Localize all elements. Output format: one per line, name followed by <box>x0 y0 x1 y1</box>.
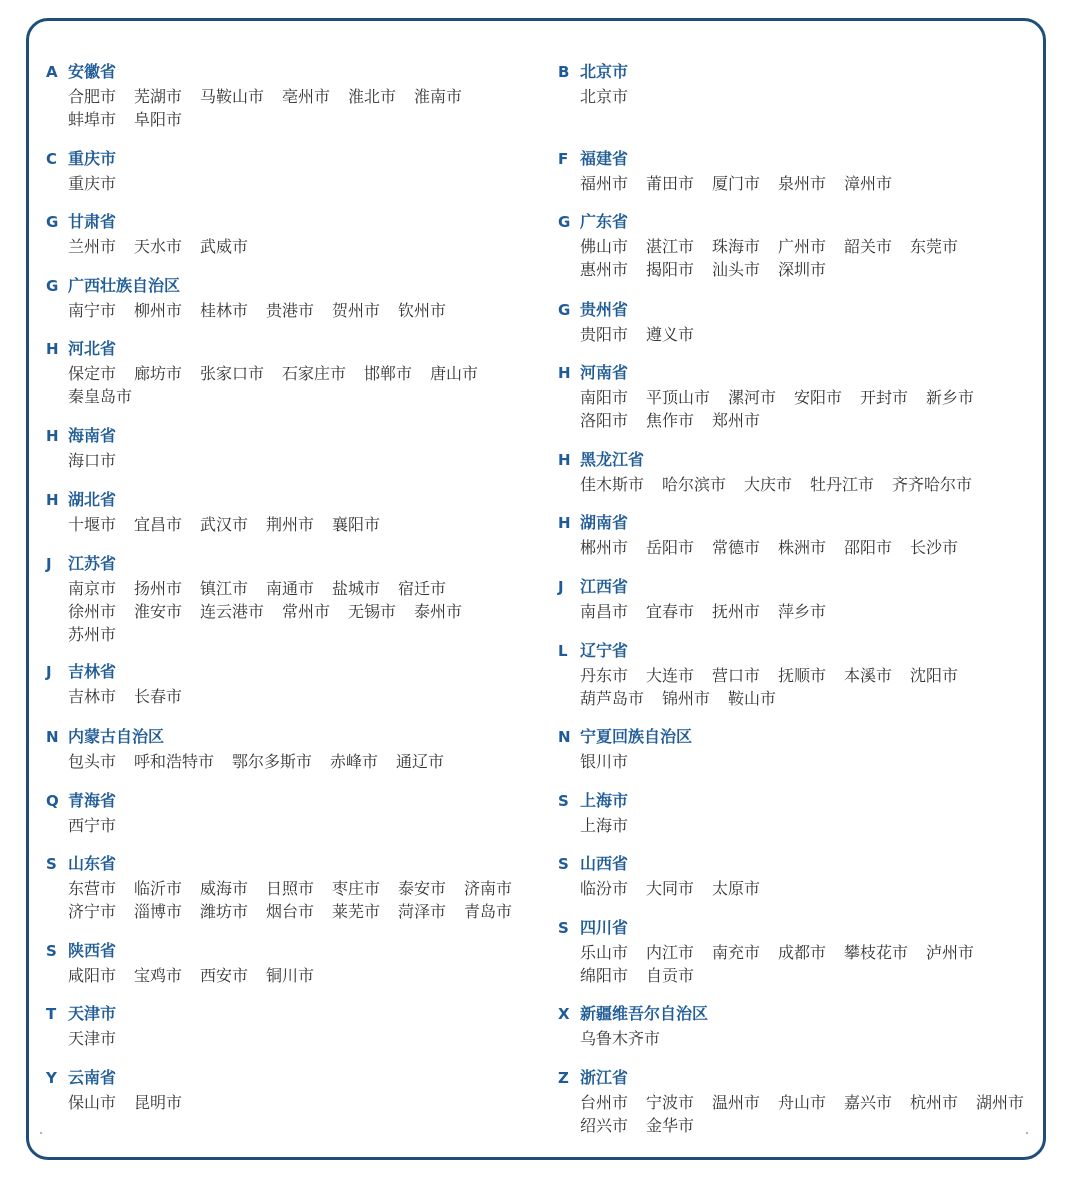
province-name: 山西省 <box>580 854 629 873</box>
city-name: 抚州市 <box>712 602 761 621</box>
city-name: 台州市 <box>580 1093 629 1112</box>
city-name: 常州市 <box>282 602 331 621</box>
city-name: 北京市 <box>580 87 629 106</box>
city-name: 保山市 <box>68 1093 117 1112</box>
city-name: 宁波市 <box>646 1093 695 1112</box>
city-name: 威海市 <box>200 879 249 898</box>
city-name: 南阳市 <box>580 388 629 407</box>
city-name: 马鞍山市 <box>200 87 265 106</box>
city-name: 南宁市 <box>68 301 117 320</box>
city-name: 鞍山市 <box>728 689 777 708</box>
city-name: 南通市 <box>266 579 315 598</box>
city-name: 佳木斯市 <box>580 475 645 494</box>
city-name: 淮北市 <box>348 87 397 106</box>
index-letter: G <box>558 213 571 231</box>
province-name: 辽宁省 <box>580 641 629 660</box>
city-name: 株洲市 <box>778 538 827 557</box>
province-name: 河北省 <box>68 339 117 358</box>
corner-dot <box>40 1132 42 1134</box>
city-name: 海口市 <box>68 451 117 470</box>
index-letter: L <box>558 642 568 660</box>
province-name: 上海市 <box>580 791 629 810</box>
province-name: 陕西省 <box>68 941 117 960</box>
city-name: 金华市 <box>646 1116 695 1135</box>
province-name: 吉林省 <box>68 662 117 681</box>
city-name: 泰安市 <box>398 879 447 898</box>
index-letter: N <box>46 728 59 746</box>
city-name: 保定市 <box>68 364 117 383</box>
province-name: 云南省 <box>68 1068 117 1087</box>
city-name: 吉林市 <box>68 687 117 706</box>
province-name: 安徽省 <box>68 62 117 81</box>
city-name: 萍乡市 <box>778 602 827 621</box>
province-name: 福建省 <box>580 149 629 168</box>
province-name: 江西省 <box>580 577 629 596</box>
city-name: 临汾市 <box>580 879 629 898</box>
province-name: 广东省 <box>580 212 629 231</box>
city-name: 湛江市 <box>646 237 695 256</box>
city-name: 焦作市 <box>646 411 695 430</box>
city-name: 呼和浩特市 <box>134 752 215 771</box>
city-name: 邯郸市 <box>364 364 413 383</box>
city-name: 邵阳市 <box>844 538 893 557</box>
city-name: 潍坊市 <box>200 902 249 921</box>
city-name: 通辽市 <box>396 752 445 771</box>
city-name: 宿迁市 <box>398 579 447 598</box>
city-name: 贺州市 <box>332 301 381 320</box>
city-name: 本溪市 <box>844 666 893 685</box>
city-name: 淄博市 <box>134 902 183 921</box>
index-letter: S <box>46 855 57 873</box>
index-letter: H <box>46 491 59 509</box>
city-name: 鄂尔多斯市 <box>232 752 313 771</box>
city-name: 洛阳市 <box>580 411 629 430</box>
index-letter: N <box>558 728 571 746</box>
corner-dot <box>1026 1132 1028 1134</box>
city-name: 泉州市 <box>778 174 827 193</box>
city-name: 宜昌市 <box>134 515 183 534</box>
index-letter: F <box>558 150 569 168</box>
city-name: 攀枝花市 <box>844 943 909 962</box>
city-name: 舟山市 <box>778 1093 827 1112</box>
city-name: 湖州市 <box>976 1093 1025 1112</box>
city-name: 连云港市 <box>200 602 265 621</box>
index-letter: Q <box>46 792 59 810</box>
city-name: 盐城市 <box>332 579 381 598</box>
city-name: 日照市 <box>266 879 315 898</box>
city-name: 秦皇岛市 <box>68 387 133 406</box>
city-name: 菏泽市 <box>398 902 447 921</box>
city-name: 兰州市 <box>68 237 117 256</box>
index-letter: H <box>558 364 571 382</box>
city-name: 十堰市 <box>68 515 117 534</box>
city-name: 惠州市 <box>580 260 629 279</box>
city-name: 长春市 <box>134 687 183 706</box>
index-letter: G <box>558 301 571 319</box>
city-name: 芜湖市 <box>134 87 183 106</box>
city-name: 郑州市 <box>712 411 761 430</box>
city-name: 自贡市 <box>646 966 695 985</box>
province-name: 江苏省 <box>68 554 117 573</box>
city-name: 铜川市 <box>266 966 315 985</box>
city-name: 钦州市 <box>398 301 447 320</box>
city-name: 揭阳市 <box>646 260 695 279</box>
city-name: 沈阳市 <box>910 666 959 685</box>
city-name: 乌鲁木齐市 <box>580 1029 661 1048</box>
province-name: 内蒙古自治区 <box>68 727 165 746</box>
city-name: 济南市 <box>464 879 513 898</box>
city-name: 丹东市 <box>580 666 629 685</box>
city-name: 济宁市 <box>68 902 117 921</box>
city-name: 包头市 <box>68 752 117 771</box>
index-letter: H <box>46 340 59 358</box>
city-name: 泸州市 <box>926 943 975 962</box>
city-name: 天津市 <box>68 1029 117 1048</box>
index-letter: X <box>558 1005 570 1023</box>
city-name: 乐山市 <box>580 943 629 962</box>
city-name: 银川市 <box>580 752 629 771</box>
city-name: 无锡市 <box>348 602 397 621</box>
city-name: 桂林市 <box>200 301 249 320</box>
city-name: 抚顺市 <box>778 666 827 685</box>
city-name: 天水市 <box>134 237 183 256</box>
city-name: 廊坊市 <box>134 364 183 383</box>
index-letter: H <box>558 451 571 469</box>
city-name: 南昌市 <box>580 602 629 621</box>
province-name: 河南省 <box>580 363 629 382</box>
city-name: 扬州市 <box>134 579 183 598</box>
city-name: 大庆市 <box>744 475 793 494</box>
city-name: 杭州市 <box>910 1093 959 1112</box>
city-name: 葫芦岛市 <box>580 689 645 708</box>
city-name: 绵阳市 <box>580 966 629 985</box>
city-name: 汕头市 <box>712 260 761 279</box>
index-letter: J <box>46 663 52 681</box>
city-name: 郴州市 <box>580 538 629 557</box>
city-name: 枣庄市 <box>332 879 381 898</box>
city-name: 东营市 <box>68 879 117 898</box>
city-name: 太原市 <box>712 879 761 898</box>
city-name: 宜春市 <box>646 602 695 621</box>
city-name: 宝鸡市 <box>134 966 183 985</box>
city-name: 淮安市 <box>134 602 183 621</box>
province-name: 山东省 <box>68 854 117 873</box>
city-name: 大连市 <box>646 666 695 685</box>
province-name: 天津市 <box>68 1004 117 1023</box>
province-name: 浙江省 <box>580 1068 629 1087</box>
city-name: 武汉市 <box>200 515 249 534</box>
index-letter: C <box>46 150 58 168</box>
index-letter: S <box>558 792 569 810</box>
province-name: 黑龙江省 <box>580 450 645 469</box>
city-name: 福州市 <box>580 174 629 193</box>
city-name: 上海市 <box>580 816 629 835</box>
city-name: 荆州市 <box>266 515 315 534</box>
index-letter: J <box>46 555 52 573</box>
index-letter: Z <box>558 1069 569 1087</box>
city-name: 韶关市 <box>844 237 893 256</box>
city-name: 平顶山市 <box>646 388 711 407</box>
city-name: 淮南市 <box>414 87 463 106</box>
province-name: 海南省 <box>68 426 117 445</box>
province-name: 青海省 <box>68 791 117 810</box>
city-name: 锦州市 <box>662 689 711 708</box>
city-name: 贵阳市 <box>580 325 629 344</box>
index-letter: B <box>558 63 570 81</box>
city-name: 武威市 <box>200 237 249 256</box>
city-name: 遵义市 <box>646 325 695 344</box>
province-name: 宁夏回族自治区 <box>580 727 693 746</box>
province-name: 贵州省 <box>580 300 629 319</box>
city-name: 营口市 <box>712 666 761 685</box>
city-name: 咸阳市 <box>68 966 117 985</box>
city-name: 合肥市 <box>68 87 117 106</box>
city-name: 东莞市 <box>910 237 959 256</box>
city-name: 南京市 <box>68 579 117 598</box>
index-letter: Y <box>46 1069 57 1087</box>
city-name: 开封市 <box>860 388 909 407</box>
index-letter: G <box>46 213 59 231</box>
city-name: 莆田市 <box>646 174 695 193</box>
city-name: 唐山市 <box>430 364 479 383</box>
city-name: 亳州市 <box>282 87 331 106</box>
city-name: 常德市 <box>712 538 761 557</box>
city-name: 广州市 <box>778 237 827 256</box>
province-name: 湖北省 <box>68 490 117 509</box>
city-name: 成都市 <box>778 943 827 962</box>
city-name: 漳州市 <box>844 174 893 193</box>
city-name: 珠海市 <box>712 237 761 256</box>
index-letter: G <box>46 277 59 295</box>
index-letter: A <box>46 63 58 81</box>
city-name: 石家庄市 <box>282 364 347 383</box>
province-name: 广西壮族自治区 <box>68 276 181 295</box>
index-letter: J <box>558 578 564 596</box>
city-name: 重庆市 <box>68 174 117 193</box>
city-name: 哈尔滨市 <box>662 475 727 494</box>
index-letter: T <box>46 1005 57 1023</box>
province-name: 四川省 <box>580 918 629 937</box>
city-name: 厦门市 <box>712 174 761 193</box>
city-name: 青岛市 <box>464 902 513 921</box>
city-name: 镇江市 <box>200 579 249 598</box>
city-name: 泰州市 <box>414 602 463 621</box>
city-name: 安阳市 <box>794 388 843 407</box>
city-name: 南充市 <box>712 943 761 962</box>
city-name: 长沙市 <box>910 538 959 557</box>
province-name: 重庆市 <box>68 149 117 168</box>
province-name: 新疆维吾尔自治区 <box>580 1004 709 1023</box>
city-name: 西安市 <box>200 966 249 985</box>
city-name: 张家口市 <box>200 364 265 383</box>
city-name: 佛山市 <box>580 237 629 256</box>
city-name: 烟台市 <box>266 902 315 921</box>
city-name: 莱芜市 <box>332 902 381 921</box>
city-name: 温州市 <box>712 1093 761 1112</box>
index-letter: S <box>46 942 57 960</box>
city-name: 西宁市 <box>68 816 117 835</box>
city-name: 苏州市 <box>68 625 117 644</box>
city-name: 绍兴市 <box>580 1116 629 1135</box>
city-name: 昆明市 <box>134 1093 183 1112</box>
city-name: 内江市 <box>646 943 695 962</box>
city-name: 岳阳市 <box>646 538 695 557</box>
city-name: 赤峰市 <box>330 752 379 771</box>
city-name: 蚌埠市 <box>68 110 117 129</box>
index-letter: S <box>558 855 569 873</box>
index-letter: H <box>558 514 571 532</box>
city-name: 贵港市 <box>266 301 315 320</box>
index-letter: S <box>558 919 569 937</box>
city-name: 襄阳市 <box>332 515 381 534</box>
province-name: 北京市 <box>580 62 629 81</box>
city-name: 大同市 <box>646 879 695 898</box>
province-name: 甘肃省 <box>68 212 117 231</box>
province-name: 湖南省 <box>580 513 629 532</box>
city-name: 嘉兴市 <box>844 1093 893 1112</box>
city-name: 漯河市 <box>728 388 777 407</box>
city-name: 阜阳市 <box>134 110 183 129</box>
city-name: 齐齐哈尔市 <box>892 475 973 494</box>
city-name: 深圳市 <box>778 260 827 279</box>
city-name: 新乡市 <box>926 388 975 407</box>
index-letter: H <box>46 427 59 445</box>
city-name: 柳州市 <box>134 301 183 320</box>
city-name: 牡丹江市 <box>810 475 875 494</box>
city-name: 徐州市 <box>68 602 117 621</box>
city-name: 临沂市 <box>134 879 183 898</box>
